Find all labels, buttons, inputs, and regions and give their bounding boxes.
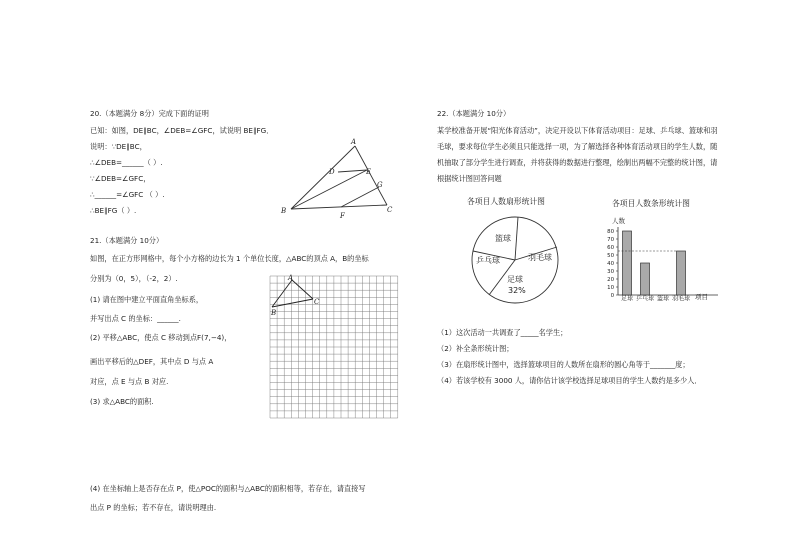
pie-label-basketball: 篮球: [495, 234, 511, 243]
q20-step-1: ∴∠DEB=______（ ）.: [90, 158, 163, 167]
q20-label-f: F: [340, 212, 345, 220]
q20-label-a: A: [351, 138, 357, 146]
q20-step-3: ∴______=∠GFC （ ）.: [90, 190, 165, 199]
bar-y-tick-label: 20: [607, 277, 614, 283]
q22-para-1: 某学校准备开展“阳光体育活动”，决定开设以下体育活动项目：足球、乒乓球、篮球和羽: [437, 126, 718, 135]
bar-chart: [590, 212, 720, 310]
q21-step-1a: (1) 请在图中建立平面直角坐标系，: [90, 295, 204, 304]
pie-label-football: 足球: [507, 275, 523, 284]
bar-y-axis-label: 人数: [612, 217, 625, 225]
q21-step-2b: 画出平移后的△DEF，其中点 D 与点 A: [90, 357, 214, 366]
q22-question-4: （4）若该学校有 3000 人，请你估计该学校选择足球项目的学生人数约是多少人．: [437, 376, 702, 385]
bar-y-tick-label: 60: [607, 245, 614, 251]
q21-label-a: A: [288, 274, 294, 282]
q21-step-4a: (4) 在坐标轴上是否存在点 P，使△POC的面积与△ABC的面积相等，若存在，请直接写: [90, 484, 366, 493]
q21-para-2: 分别为（0，5），（-2，2）.: [90, 274, 178, 283]
bar-y-tick-label: 70: [607, 237, 614, 243]
bar-1: [641, 263, 650, 295]
q22-question-1: （1）这次活动一共调查了_____名学生；: [437, 328, 568, 337]
bar-y-tick-label: 40: [607, 261, 614, 267]
q21-para-1: 如图，在正方形网格中，每个小方格的边长为 1 个单位长度，△ABC的顶点 A，B的坐标: [90, 254, 369, 263]
bar-3: [677, 251, 686, 295]
q21-step-4b: 出点 P 的坐标；若不存在，请说明理由.: [90, 503, 217, 512]
bar-x-axis-label: 项目: [695, 293, 708, 301]
q22-title: 22.（本题满分 10分）: [437, 109, 511, 118]
q20-title: 20.（本题满分 8分）完成下面的证明: [90, 109, 209, 118]
q20-step-2: ∵∠DEB=∠GFC，: [90, 174, 151, 183]
q20-label-e: E: [366, 168, 372, 176]
q21-step-2c: 对应，点 E 与点 B 对应.: [90, 377, 169, 386]
q20-given: 已知：如图，DE∥BC，∠DEB=∠GFC，试说明 BE∥FG．: [90, 126, 274, 135]
q20-label-b: B: [281, 207, 287, 215]
q22-para-4: 根据统计图回答问题: [437, 174, 502, 183]
q21-step-1b: 并写出点 C 的坐标：______.: [90, 314, 181, 323]
q21-label-c: C: [314, 298, 320, 306]
pie-chart: [455, 210, 575, 310]
bar-x-label: 羽毛球: [671, 295, 691, 303]
pie-label-pingpong: 乒乓球: [476, 256, 500, 265]
q20-label-d: D: [329, 168, 335, 176]
bar-y-tick-label: 10: [607, 285, 614, 291]
q21-grid-figure: [262, 268, 412, 428]
bar-y-tick-label: 0: [610, 293, 614, 299]
q22-question-2: （2）补全条形统计图；: [437, 344, 514, 353]
q21-step-3: (3) 求△ABC的面积.: [90, 397, 154, 406]
q22-para-2: 毛球，要求每位学生必须且只能选择一项，为了解选择各种体育活动项目的学生人数，随: [437, 142, 718, 151]
bar-x-label: 篮球: [656, 295, 670, 303]
q21-title: 21.（本题满分 10分）: [90, 236, 164, 245]
pie-label-badminton: 羽毛球: [528, 253, 552, 262]
bar-y-tick-label: 80: [607, 229, 614, 235]
q20-label-c: C: [387, 206, 393, 214]
bar-y-tick-label: 30: [607, 269, 614, 275]
q21-step-2a: (2) 平移△ABC，使点 C 移动到点F(7,−4)，: [90, 333, 232, 342]
q20-figure: [270, 135, 410, 225]
bar-chart-title: 各项目人数条形统计图: [612, 199, 690, 208]
q21-label-b: B: [271, 309, 277, 317]
pie-label-football-pct: 32%: [508, 286, 526, 295]
bar-x-label: 足球: [620, 295, 634, 303]
bar-0: [623, 231, 632, 295]
q22-question-3: （3）在扇形统计图中，选择篮球项目的人数所在扇形的圆心角等于_______度；: [437, 360, 690, 369]
bar-y-tick-label: 50: [607, 253, 614, 259]
q20-step-4: ∴BE∥FG（ ）.: [90, 206, 137, 215]
q22-para-3: 机抽取了部分学生进行调查，并将获得的数据进行整理，绘制出两幅不完整的统计图，请: [437, 158, 718, 167]
q20-explanation: 说明：∵DE∥BC，: [90, 142, 147, 151]
pie-chart-title: 各项目人数扇形统计图: [467, 197, 545, 206]
bar-x-label: 乒乓球: [635, 295, 655, 303]
q20-label-g: G: [377, 181, 383, 189]
